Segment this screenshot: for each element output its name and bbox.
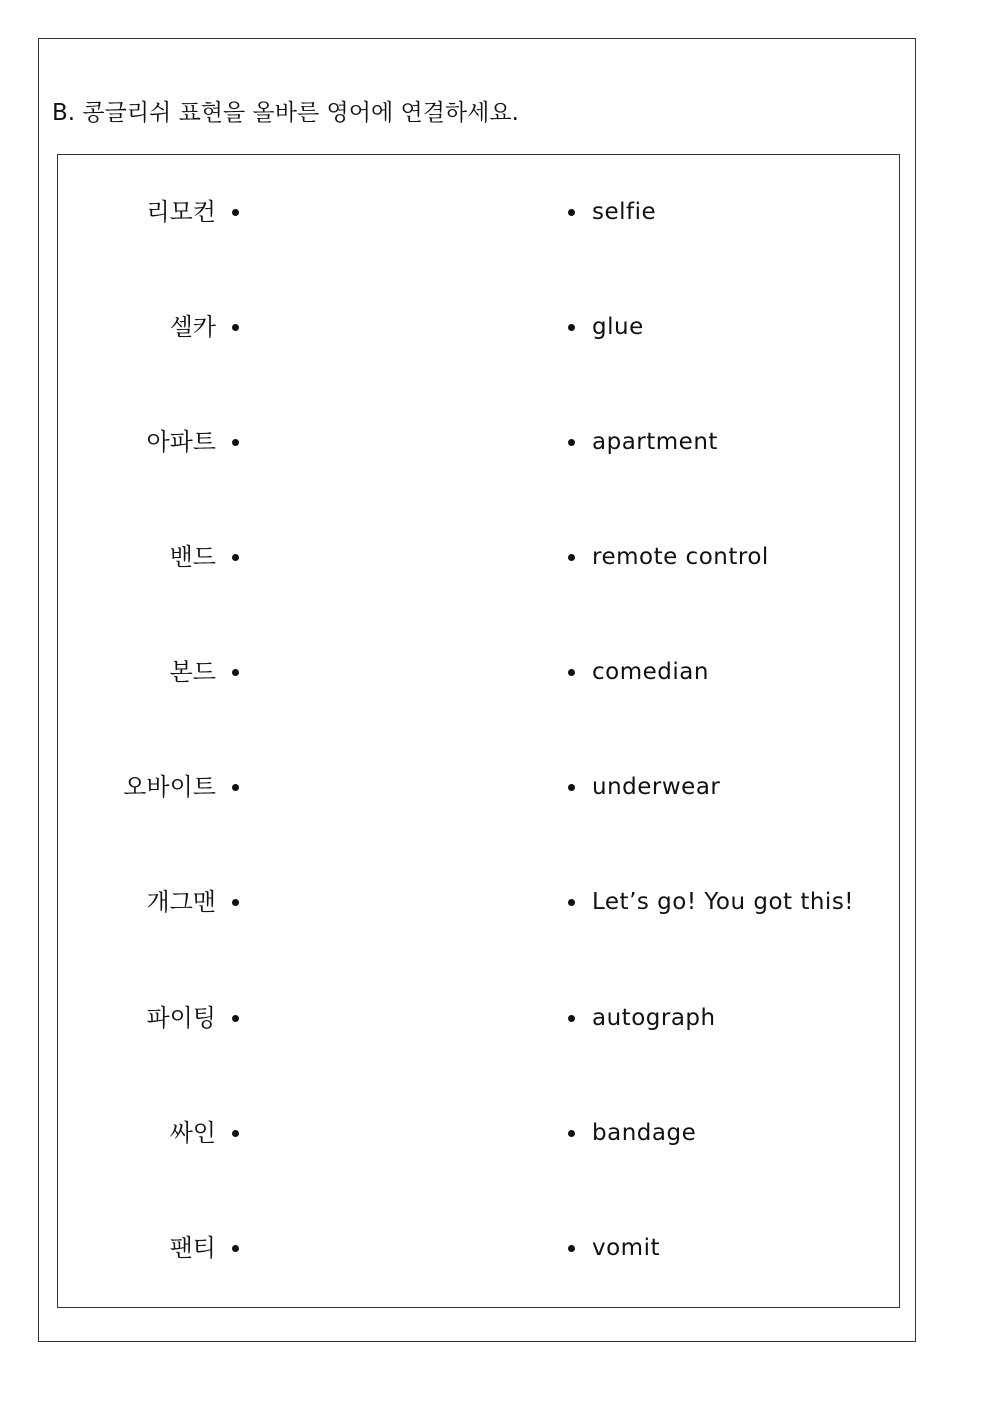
right-connector-dot[interactable]: [568, 1245, 575, 1252]
english-term: glue: [592, 314, 644, 340]
left-connector-dot[interactable]: [232, 784, 239, 791]
right-connector-dot[interactable]: [568, 209, 575, 216]
english-term: remote control: [592, 544, 769, 570]
konglish-term: 셀카: [169, 313, 216, 341]
match-row: [0, 998, 1000, 1038]
match-row: [0, 1228, 1000, 1268]
left-connector-dot[interactable]: [232, 554, 239, 561]
left-connector-dot[interactable]: [232, 324, 239, 331]
konglish-term: 싸인: [169, 1119, 216, 1147]
konglish-term: 아파트: [146, 428, 216, 456]
right-connector-dot[interactable]: [568, 439, 575, 446]
left-connector-dot[interactable]: [232, 1130, 239, 1137]
right-connector-dot[interactable]: [568, 784, 575, 791]
left-connector-dot[interactable]: [232, 439, 239, 446]
match-row: [0, 767, 1000, 807]
left-connector-dot[interactable]: [232, 1245, 239, 1252]
english-term: Let’s go! You got this!: [592, 889, 855, 915]
left-connector-dot[interactable]: [232, 209, 239, 216]
match-row: [0, 882, 1000, 922]
english-term: apartment: [592, 429, 718, 455]
konglish-term: 개그맨: [146, 888, 216, 916]
right-connector-dot[interactable]: [568, 1130, 575, 1137]
konglish-term: 리모컨: [146, 198, 216, 226]
konglish-term: 밴드: [169, 543, 216, 571]
match-row: [0, 422, 1000, 462]
english-term: underwear: [592, 774, 721, 800]
match-row: [0, 192, 1000, 232]
match-row: [0, 307, 1000, 347]
match-row: [0, 652, 1000, 692]
english-term: autograph: [592, 1005, 716, 1031]
english-term: comedian: [592, 659, 709, 685]
right-connector-dot[interactable]: [568, 554, 575, 561]
english-term: selfie: [592, 199, 657, 225]
konglish-term: 팬티: [169, 1234, 216, 1262]
konglish-term: 본드: [169, 658, 216, 686]
left-connector-dot[interactable]: [232, 1015, 239, 1022]
konglish-term: 오바이트: [123, 773, 216, 801]
english-term: vomit: [592, 1235, 660, 1261]
right-connector-dot[interactable]: [568, 669, 575, 676]
right-connector-dot[interactable]: [568, 899, 575, 906]
instruction-text: B. 콩글리쉬 표현을 올바른 영어에 연결하세요.: [52, 100, 519, 126]
right-connector-dot[interactable]: [568, 324, 575, 331]
match-row: [0, 537, 1000, 577]
match-row: [0, 1113, 1000, 1153]
konglish-term: 파이팅: [146, 1004, 216, 1032]
english-term: bandage: [592, 1120, 697, 1146]
left-connector-dot[interactable]: [232, 669, 239, 676]
left-connector-dot[interactable]: [232, 899, 239, 906]
right-connector-dot[interactable]: [568, 1015, 575, 1022]
